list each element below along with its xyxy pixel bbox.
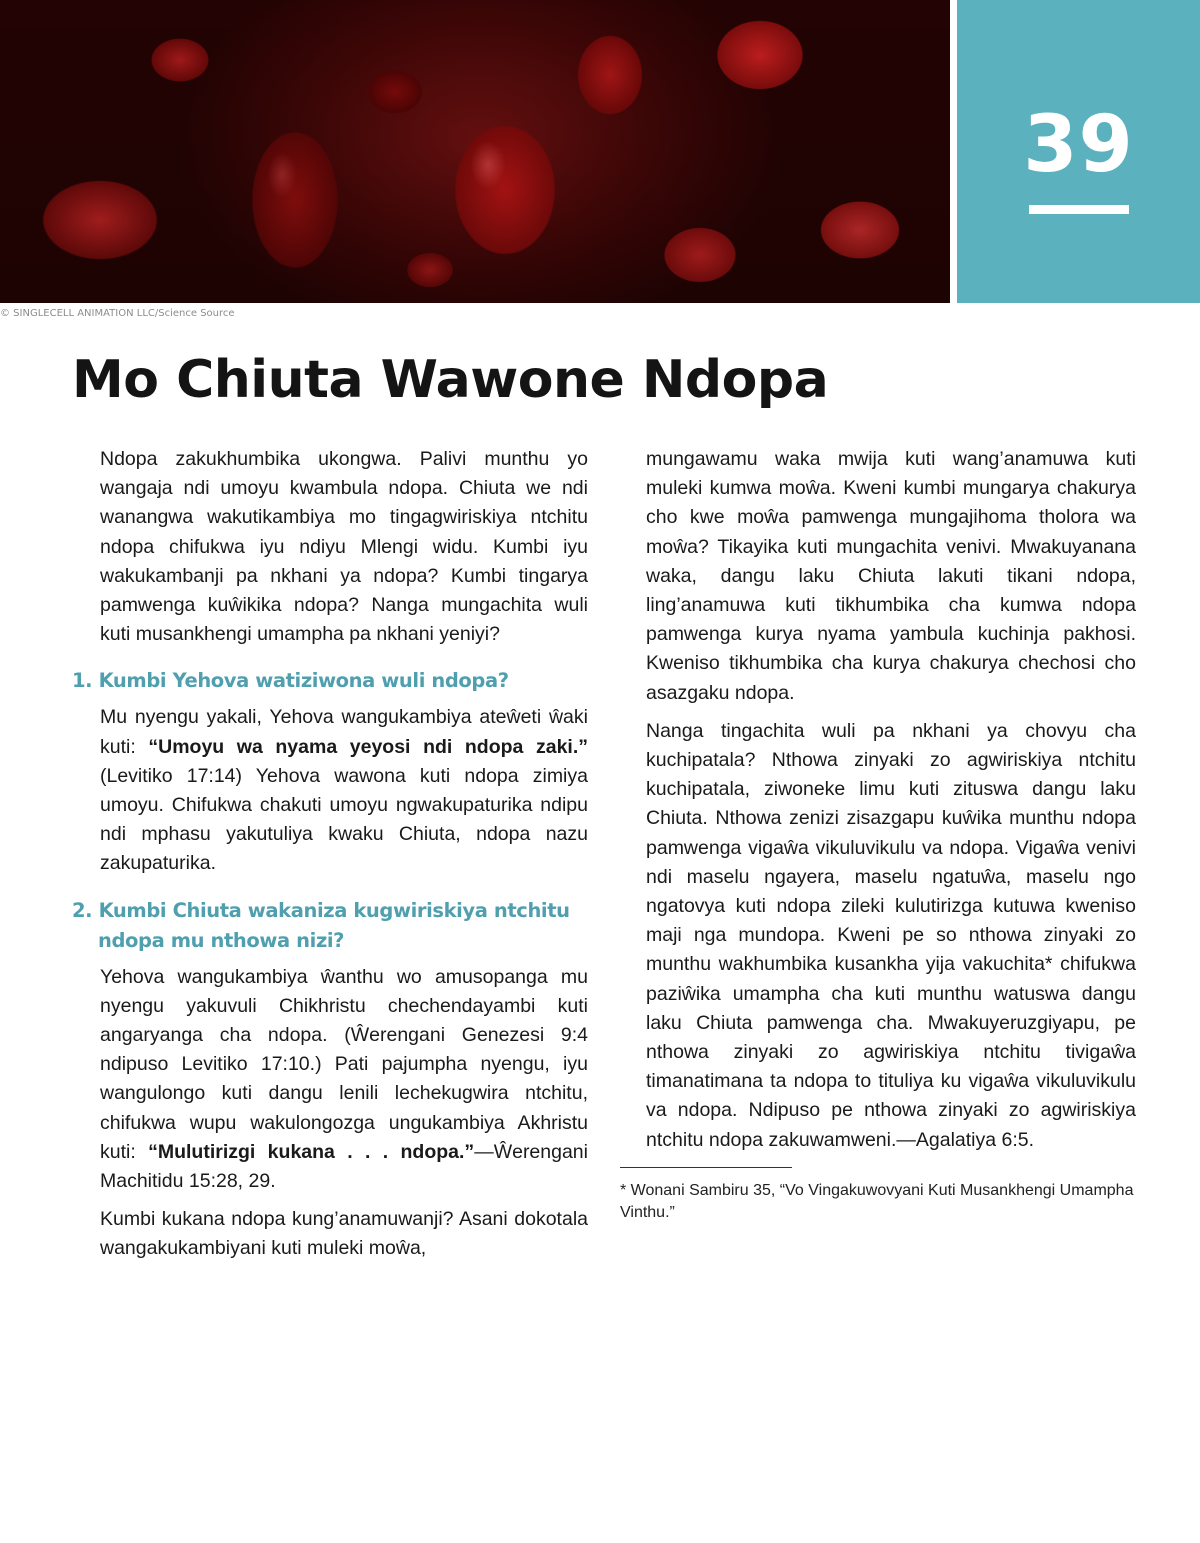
answer-1-text-end: (Levitiko 17:14) Yehova wawona kuti ndopa zimiya umoyu. Chifukwa chakuti umoyu ngwakupaturika ndipu ndi mphasu yakutuliya kwaku Chiuta, ndopa nazu zakupaturika.: [100, 764, 588, 875]
answer-3-paragraph: Kumbi kukana ndopa kung’anamuwanji? Asani dokotala wangakukambiyani kuti muleki moŵa,: [100, 1208, 588, 1260]
answer-2-paragraph: [72, 963, 588, 1197]
right-column: [620, 445, 1136, 1224]
footnote-divider: [620, 1167, 792, 1168]
answer-3-continued-paragraph: mungawamu waka mwija kuti wang’anamuwa kuti muleki kumwa moŵa. Kweni kumbi mungarya chakurya cho kwe moŵa pamwenga mungajihoma tholora wa moŵa? Tikayika kuti mungachita venivi. Mwakuyanana waka, dangu laku Chiuta lakuti tikani ndopa, ling’anamuwa kuti tikhumbika cha kumwa ndopa pamwenga kurya nyama yambula kuchinja pakhosi. Kweniso tikhumbika cha kurya chakurya chechosi cho asazgaku ndopa.: [646, 448, 1136, 704]
photo-shading: [0, 0, 950, 303]
answer-1-text-start: Mu nyengu yakali, Yehova wangukambiya ateŵeti ŵaki kuti:: [100, 706, 588, 758]
question-1: 1. Kumbi Yehova watiziwona wuli ndopa?: [72, 669, 509, 693]
left-column: [72, 445, 588, 1273]
page-title: Mo Chiuta Wawone Ndopa: [72, 350, 829, 410]
answer-4-paragraph: Nanga tingachita wuli pa nkhani ya chovyu cha kuchipatala? Nthowa zinyaki zo agwiriskiya ntchitu kuchipatala, ziwoneke limu kuti zituswa dangu laku Chiuta. Nthowa zenizi zisazgapu kuŵika munthu ndopa pamwenga vigaŵa vikuluvikulu va ndopa. Vigaŵa venivi ndi maselu ngayera, maselu ngatuŵa, maselu ngo ngatovya kuti ndopa zileki kulutirizga kutuwa kweniso maji nga mundopa. Kweni pe so nthowa zinyaki zo munthu wakhumbika kusankha yija vakuchita* chifukwa paziŵika umampha cha kuti munthu watuswa dangu laku Chiuta pamwenga cha. Mwakuyeruzgiyapu, pe nthowa zinyaki zo agwiriskiya ntchitu tivigaŵa timanatimana ta ndopa to tituliya ku vigaŵa vikuluvikulu va ndopa. Ndipuso pe nthowa zinyaki zo agwiriskiya ntchitu ndopa zakuwamweni.—Agalatiya 6:5.: [646, 719, 1136, 1151]
blood-cells-photo: [0, 0, 950, 303]
footnote: * Wonani Sambiru 35, “Vo Vingakuwovyani Kuti Musankhengi Umampha Vinthu.”: [620, 1181, 1134, 1221]
answer-1-paragraph: [72, 703, 588, 878]
answer-2-text-start: Yehova wangukambiya ŵanthu wo amusopanga mu nyengu yakuvuli Chikhristu chechendayambi kuti angaryanga cha ndopa. (Ŵerengani Genezesi 9:4 ndipuso Levitiko 17:10.) Pati pajumpha nyengu, iyu wangulongo kuti dangu lenili lechekugwira ntchitu, chifukwa wupu wakulongozga ungukambiya Akhristu kuti:: [100, 965, 588, 1163]
question-2: 2. Kumbi Chiuta wakaniza kugwiriskiya ntchitu ndopa mu nthowa nizi?: [72, 898, 570, 952]
chapter-number-underline: [1029, 205, 1129, 214]
chapter-number: 39: [1023, 100, 1134, 190]
answer-2-scripture-quote: “Mulutirizgi kukana . . . ndopa.”: [148, 1140, 475, 1163]
answer-1-scripture-quote: “Umoyu wa nyama yeyosi ndi ndopa zaki.”: [148, 735, 588, 758]
answer-2-text-end: —Ŵerengani Machitidu 15:28, 29.: [100, 1140, 588, 1193]
chapter-number-box: [957, 0, 1200, 303]
image-credit: © SINGLECELL ANIMATION LLC/Science Source: [0, 308, 235, 319]
intro-paragraph: Ndopa zakukhumbika ukongwa. Palivi munthu yo wangaja ndi umoyu kwambula ndopa. Chiuta we ndi wanangwa wakutikambiya mo tingagwiriskiya ntchitu ndopa chifukwa iyu ndiyu Mlengi widu. Kumbi iyu wakukambanji pa nkhani ya ndopa? Kumbi tingarya pamwenga kuŵikika ndopa? Nanga mungachita wuli kuti musankhengi umampha pa nkhani yeniyi?: [100, 448, 588, 646]
